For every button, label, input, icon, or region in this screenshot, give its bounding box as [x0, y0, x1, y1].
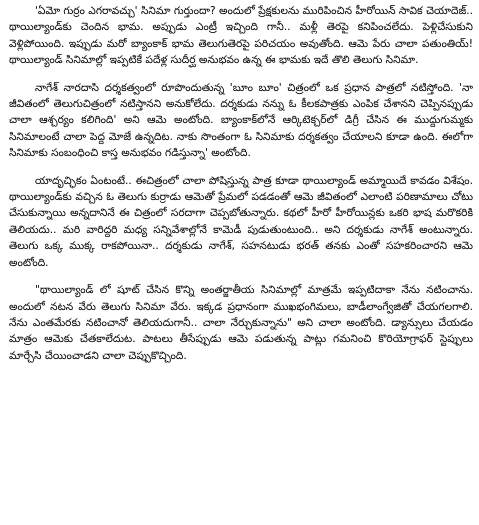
- article-paragraph: యాదృచ్ఛికం ఏంటంటే.. ఈచిత్రంలో చాలా పోషిస్తున్న పాత్ర కూడా థాయిల్యాండ్ అమ్మాయిదే కావడం విశేషం. థాయిల్యాండ్‌కు వచ్చిన ఓ తెలుగు కుర్రాడు ఆమెతో ప్రేమలో పడడంతో ఆమె జీవితంలో ఎలాంటి పరిణామాలు చోటు చేసుకున్నాయి అన్నదానినే ఈ చిత్రంలో సరదాగా చెప్పబోతున్నారు. కథలో హీరో హీరోయిన్లకు ఒకరి భాష మరొకరికి తెలియదు.. మరి వారిద్దరి మధ్య సన్నివేశాల్లోనే కామెడీ పుడుతుంటుంది.. అని దర్శకుడు నాగేశ్ అంటున్నారు. తెలుగు ఒక్క ముక్క రాకపోయినా.. దర్శకుడు నాగేశ్, సహనటుడు భరత్ తనకు ఎంతో సహకరించారని ఆమె అంటోంది.: [9, 174, 473, 269]
- article-paragraph: 'ఏమో గుర్రం ఎగరావచ్చు' సినిమా గుర్తుందా? అందులో ప్రేక్షకులను మురిపించిన హీరోయిన్ సావిక చెయాదెజ్.. థాయిల్యాండ్‌కు చెందిన భామ. అప్పుడు ఎంట్రీ ఇచ్చింది గానీ.. మళ్లీ తెరపై కనిపించలేదు. పెళ్లిచేసుకుని వెళ్లిపోయింది. ఇప్పుడు మరో బ్యాంకాక్ భామ తెలుగుతెరపై పరిచయం అవుతోంది. ఆమె పేరు చాలా పతుంతియ్! థాయిల్యాండ్ సినిమాల్లో ఇప్పటికే పదేళ్ల సుదీర్ఘ అనుభవం ఉన్న ఈ భామకు ఇదే తొలి తెలుగు సినిమా.: [9, 5, 473, 67]
- article-paragraph: "థాయిల్యాండ్ లో షూట్ చేసిన కొన్ని అంతర్జాతీయ సినిమాల్లో మాత్రమే ఇప్పటిదాకా నేను నటించాను. అందులో నటన వేరు తెలుగు సినిమా వేరు. ఇక్కడ ప్రధానంగా ముఖభంగిమలు, బాడీలాంగ్వేజితో చేయగలగాలి. నేను ఎంతమేరకు నటించానో తెలియదుగానీ.. చాలా నేర్చుకున్నాను" అని చాలా అంటోంది. డ్యాన్సులు చేయడం మాత్రం ఆమెకు చేతకాలేదుట. పాటలు తీసేప్పుడు ఆమె పడుతున్న పాట్లు గమనించి కొరియోగ్రాఫర్ స్టెప్పులు మార్చేసి చేయించాడని చాలా చెప్పుకొచ్చింది.: [9, 284, 473, 362]
- article-paragraph: నాగేశ్ నారదాసి దర్శకత్వంలో రూపొందుతున్న 'బూం బూం' చిత్రంలో ఒక ప్రధాన పాత్రలో నటిస్తోంది. 'నా జీవితంలో తెలుగుచిత్రంలో నటిస్తానని అనుకోలేదు. దర్శకుడు నన్ను ఓ కీలకపాత్రకు ఎంపిక చేశానని చెప్పినప్పుడు చాలా ఆశ్చర్యం కలిగింది' అని ఆమె అంటోంది. బ్యాంకాక్‌లోనే ఆర్కిటెక్చర్‌లో డిగ్రీ చేసిన ఈ ముద్దుగుమ్మకు సినిమాలంటే చాలా పెద్ద మోజే ఉన్నదిట. నాకు సొంతంగా ఓ సినిమాకు దర్శకత్వం చేయాలని కూడా ఉంది. ఈలోగా సినిమాకు సంబంధించి కాస్త అనుభవం గడిస్తున్నా' అంటోంది.: [9, 81, 473, 160]
